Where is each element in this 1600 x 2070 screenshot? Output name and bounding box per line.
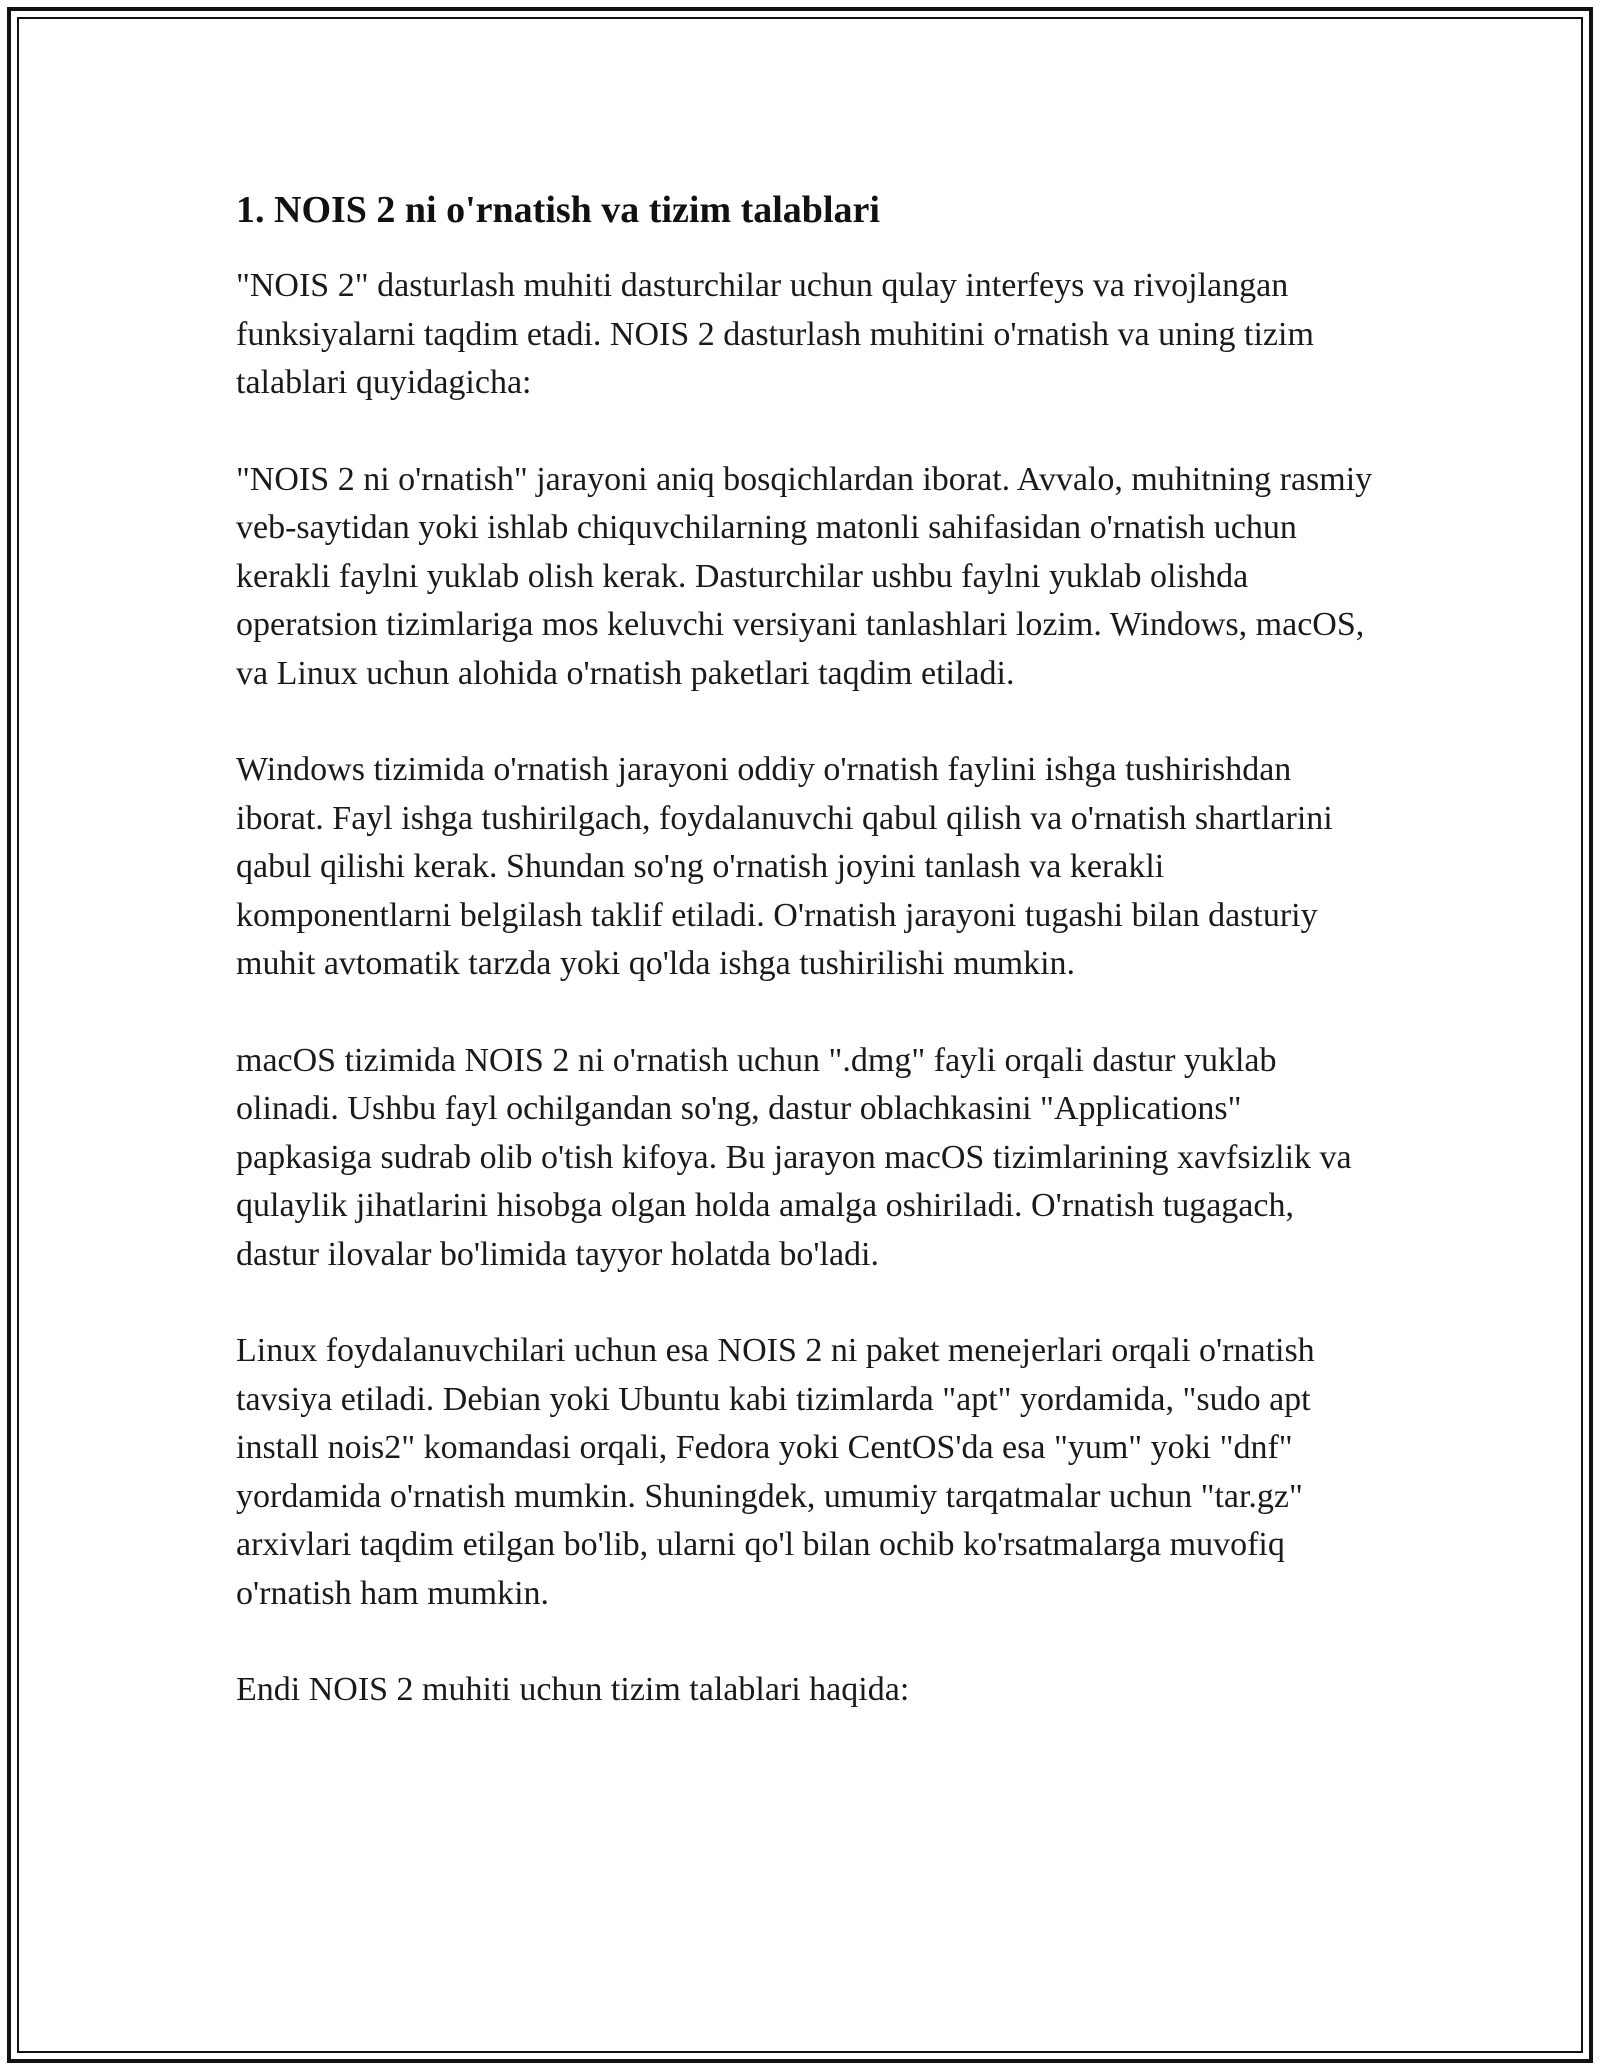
paragraph-macos: macOS tizimida NOIS 2 ni o'rnatish uchun ".dmg" fayli orqali dastur yuklab olinadi. Ushbu fayl ochilgandan so'ng, dastur oblachkasini "Applications" papkasiga sudrab olib o'tish kifoya. Bu jarayon macOS tizimlarining xavfsizlik va qulaylik jihatlarini hisobga olgan holda amalga oshiriladi. O'rnatish tugagach, dastur ilovalar bo'limida tayyor holatda bo'ladi. [236,1041,1352,1273]
paragraph-system-requirements: Endi NOIS 2 muhiti uchun tizim talablari haqida: [236,1671,910,1708]
paragraph-windows: Windows tizimida o'rnatish jarayoni oddiy o'rnatish faylini ishga tushirishdan iborat. Fayl ishga tushirilgach, foydalanuvchi qabul qilish va o'rnatish shartlarini qabul qilishi kerak. Shundan so'ng o'rnatish joyini tanlash va kerakli komponentlarni belgilash taklif etiladi. O'rnatish jarayoni tugashi bilan dasturiy muhit avtomatik tarzda yoki qo'lda ishga tushirilishi mumkin. [236,751,1333,982]
section-heading: 1. NOIS 2 ni o'rnatish va tizim talablari [236,189,880,231]
paragraph-installation-steps: "NOIS 2 ni o'rnatish" jarayoni aniq bosqichlardan iborat. Avvalo, muhitning rasmiy veb-saytidan yoki ishlab chiquvchilarning matonli sahifasidan o'rnatish uchun kerakli faylni yuklab olish kerak. Dasturchilar ushbu faylni yuklab olishda operatsion tizimlariga mos keluvchi versiyani tanlashlari lozim. Windows, macOS, va Linux uchun alohida o'rnatish paketlari taqdim etiladi. [236,460,1373,692]
paragraph-linux: Linux foydalanuvchilari uchun esa NOIS 2 ni paket menejerlari orqali o'rnatish tavsiya etiladi. Debian yoki Ubuntu kabi tizimlarda "apt" yordamida, "sudo apt install nois2" komandasi orqali, Fedora yoki CentOS'da esa "yum" yoki "dnf" yordamida o'rnatish mumkin. Shuningdek, umumiy tarqatmalar uchun "tar.gz" arxivlari taqdim etilgan bo'lib, ularni qo'l bilan ochib ko'rsatmalarga muvofiq o'rnatish ham mumkin. [236,1332,1315,1612]
document-body [236,186,1376,1763]
paragraph-intro: "NOIS 2" dasturlash muhiti dasturchilar uchun qulay interfeys va rivojlangan funksiyalarni taqdim etadi. NOIS 2 dasturlash muhitini o'rnatish va uning tizim talablari quyidagicha: [236,267,1314,401]
